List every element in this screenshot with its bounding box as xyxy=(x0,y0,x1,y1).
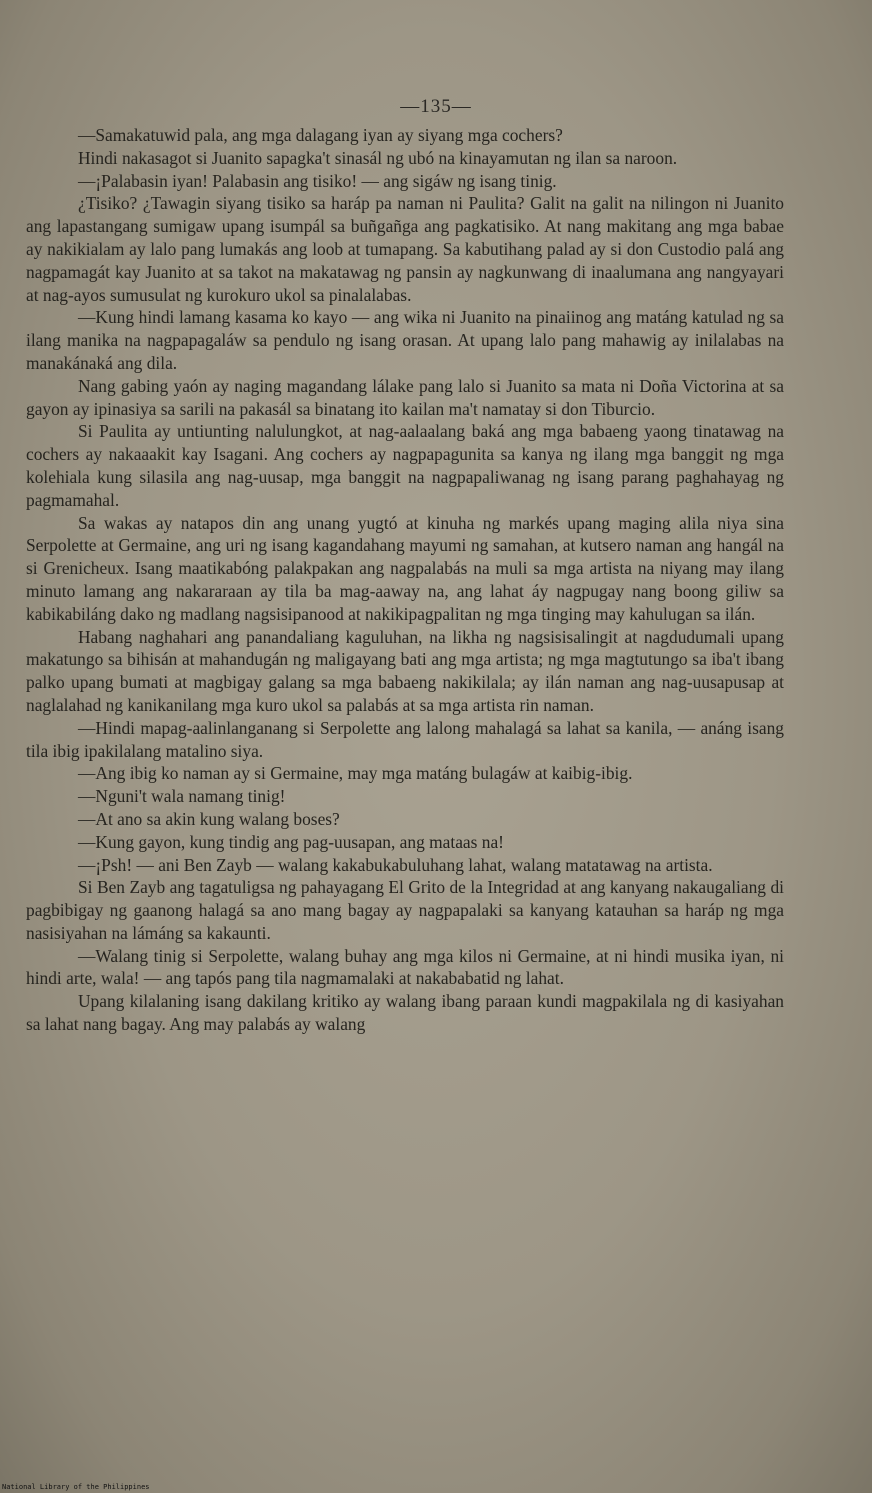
paragraph: Si Ben Zayb ang tagatuligsa ng pahayagang El Grito de la Integridad at ang kanyang nakaugaliang di pagbibigay ng gaanong halagá sa ano mang bagay ay nagpapalaki sa kanyang katauhan sa haráp ng mga nasisiyahan na lámáng sa kakaunti. xyxy=(26,877,784,943)
paragraph: —¡Palabasin iyan! Palabasin ang tisiko! — ang sigáw ng isang tinig. xyxy=(78,170,557,191)
paragraph: Nang gabing yaón ay naging magandang lálake pang lalo si Juanito sa mata ni Doña Victorina at sa gayon ay ipinasiya sa sarili na pakasál sa binatang ito kailan ma't namatay si don Tiburcio. xyxy=(26,375,784,419)
paragraph: Hindi nakasagot si Juanito sapagka't sinasál ng ubó na kinayamutan ng ilan sa naroon. xyxy=(78,147,678,168)
paragraph: —Ang ibig ko naman ay si Germaine, may mga matáng bulagáw at kaibig-ibig. xyxy=(78,763,633,784)
paragraph: Sa wakas ay natapos din ang unang yugtó at kinuha ng markés upang maging alila niya sina Serpolette at Germaine, ang uri ng isang kagandahang mayumi ng samahan, at kutsero naman ang hangál na si Grenicheux. Isang maatikabóng palakpakan ang nagpalabás na muli sa mga artista na niyang may ilang minuto lamang ang nakararaan ay tila ba mag-aaway na, ang lahat áy nagpugay nang boong giliw sa kabikabiláng dako ng madlang nagsisipanood at nakikipagpalitan ng mga tinging may kahulugan sa ilán. xyxy=(26,512,784,624)
paragraph: —At ano sa akin kung walang boses? xyxy=(78,808,340,829)
paragraph: —Nguni't wala namang tinig! xyxy=(78,786,286,807)
page-number: —135— xyxy=(400,96,472,117)
paragraph: —Samakatuwid pala, ang mga dalagang iyan ay siyang mga cochers? xyxy=(78,125,563,145)
paragraph: ¿Tisiko? ¿Tawagin siyang tisiko sa haráp pa naman ni Paulita? Galit na galit na nilingon ni Juanito ang lapastangang sumigaw upang isumpál sa buñgañga ang pagkatisiko. At nang makitang ang mga babae ay nakikialam ay lalo pang lumakás ang loob at tumapang. Sa kabutihang palad ay si don Custodio palá ang nagpamagát kay Juanito at sa takot na makatawag ng pansin ay nagkunwang di inaalumana ang nangyayari at nag-ayos sumusulat ng kurokuro ukol sa pinalalabas. xyxy=(26,193,784,305)
paragraph: Upang kilalaning isang dakilang kritiko ay walang ibang paraan kundi magpakilala ng di kasiyahan sa lahat nang bagay. Ang may palabás ay walang xyxy=(26,991,784,1035)
library-credit: National Library of the Philippines xyxy=(2,1483,150,1491)
paragraph: Habang naghahari ang panandaliang kaguluhan, na likha ng nagsisisalingit at nagdudumali upang makatungo sa bihisán at mahandugán ng maligayang bati ang mga artista; ng mga magtutungo sa iba't ibang palko upang bumati at magbigay galang sa mga babaeng nakikilala; ay ilán naman ang nag-uusapusap at naglalahad ng kanikanilang mga kuro ukol sa palabás at sa mga artista rin naman. xyxy=(26,626,784,715)
paragraph: Si Paulita ay untiunting nalulungkot, at nag-aalaalang baká ang mga babaeng yaong tinatawag na cochers ay nakaaakit kay Isagani. Ang cochers ay nagpapagunita sa kanya ng ilang mga banggit ng mga kolehiala kung silasila ang nag-uusap, mga banggit na nagpapaliwanag ng isang parang paghahayag ng pagmamahal. xyxy=(26,421,784,510)
paragraph: —¡Psh! — ani Ben Zayb — walang kakabukabuluhang lahat, walang matatawag na artista. xyxy=(78,854,713,875)
paragraph: —Walang tinig si Serpolette, walang buhay ang mga kilos ni Germaine, at ni hindi musika iyan, ni hindi arte, wala! — ang tapós pang tila nagmamalaki at nakababatid ng lahat. xyxy=(26,945,784,989)
paragraph: —Kung hindi lamang kasama ko kayo — ang wika ni Juanito na pinaiinog ang matáng katulad ng sa ilang manika na nagpapagaláw sa pendulo ng isang orasan. At upang lalo pang mahawig ay inilalabas na manakánaká ang dila. xyxy=(26,307,784,373)
paragraph: —Hindi mapag-aalinlanganang si Serpolette ang lalong mahalagá sa lahat sa kanila, — anáng isang tila ibig ipakilalang matalino siya. xyxy=(26,717,784,761)
body-text xyxy=(26,124,784,1036)
paragraph: —Kung gayon, kung tindig ang pag-uusapan, ang mataas na! xyxy=(78,831,504,852)
